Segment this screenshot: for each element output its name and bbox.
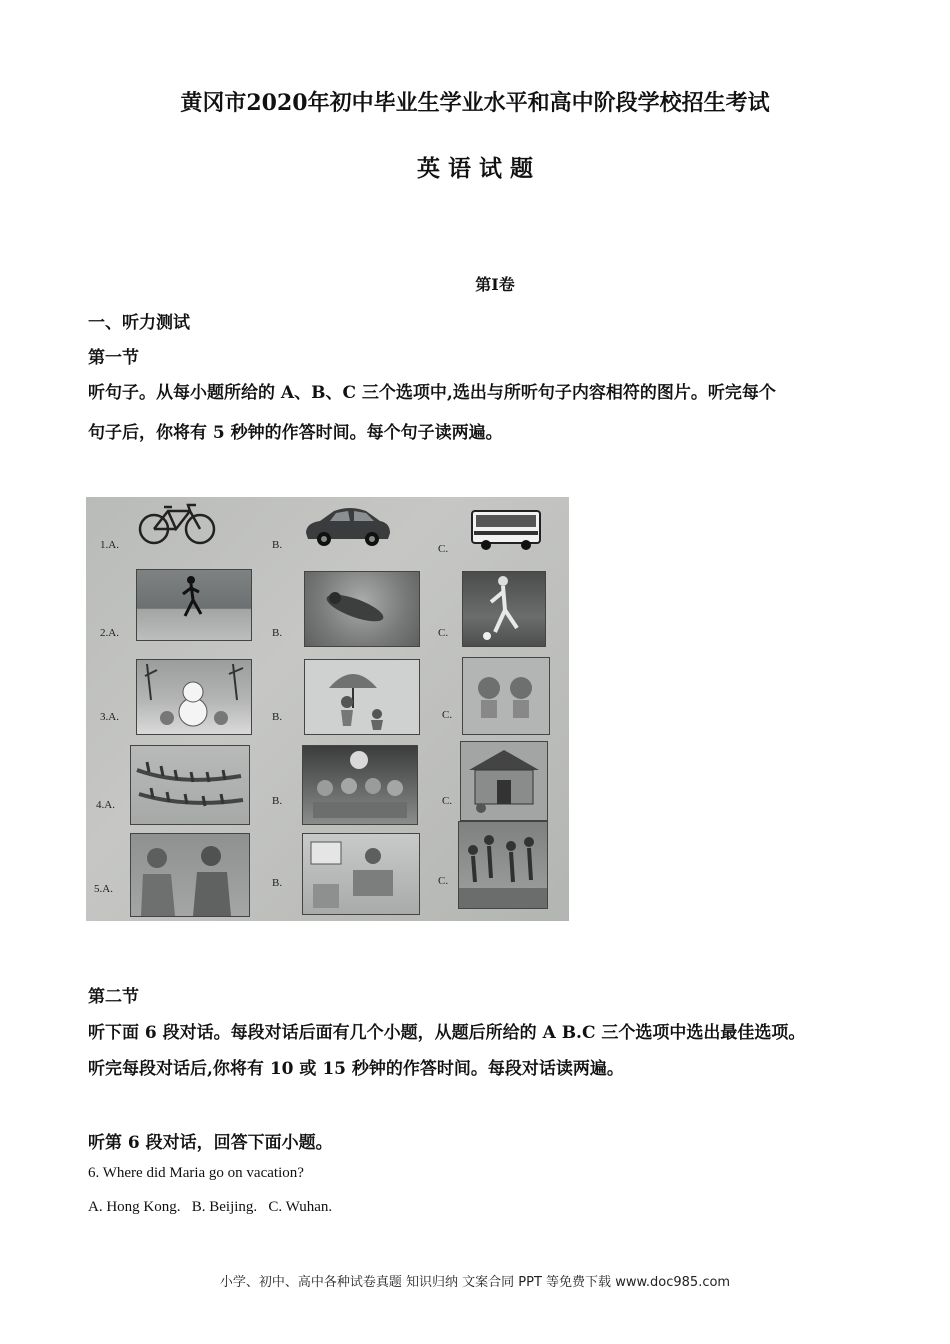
bus-icon bbox=[470, 507, 542, 551]
sunny-kids-photo bbox=[462, 657, 550, 735]
part1-heading: 一、听力测试 bbox=[88, 313, 190, 333]
footer-note: 小学、初中、高中各种试卷真题 知识归纳 文案合同 PPT 等免费下载 www.doc985.com bbox=[219, 1275, 731, 1290]
row-5-b-label: B. bbox=[272, 877, 283, 889]
question-6: 6. Where did Maria go on vacation? bbox=[88, 1165, 304, 1181]
row-5-c-label: C. bbox=[438, 875, 449, 887]
section1-instruction-line1: 听句子。从每小题所给的 A、B、C 三个选项中,选出与所听句子内容相符的图片。听完每个 bbox=[88, 383, 776, 403]
section2-instruction-line2: 听完每段对话后,你将有 10 或 15 秒钟的作答时间。每段对话读两遍。 bbox=[88, 1059, 624, 1079]
section1-instruction-line2: 句子后，你将有 5 秒钟的作答时间。每个句子读两遍。 bbox=[88, 423, 503, 443]
room-photo bbox=[302, 833, 420, 915]
row-4-c-label: C. bbox=[442, 795, 453, 807]
planting-photo bbox=[458, 821, 548, 909]
exam-title: 黄冈市2020年初中毕业生学业水平和高中阶段学校招生考试 bbox=[180, 90, 770, 116]
volume-label: 第I卷 bbox=[475, 275, 515, 294]
row-3-label: 3.A. bbox=[100, 711, 119, 723]
row-4-b-label: B. bbox=[272, 795, 283, 807]
question-6-options: A. Hong Kong. B. Beijing. C. Wuhan. bbox=[88, 1199, 333, 1215]
listening-picture-sheet bbox=[86, 497, 569, 921]
section2-heading: 第二节 bbox=[88, 987, 139, 1007]
house-photo bbox=[460, 741, 548, 821]
row-1-label: 1.A. bbox=[100, 539, 119, 551]
row-2-label: 2.A. bbox=[100, 627, 119, 639]
dialogue6-heading: 听第 6 段对话，回答下面小题。 bbox=[88, 1133, 333, 1153]
exam-subtitle: 英 语 试 题 bbox=[416, 155, 534, 182]
dragon-boat-photo bbox=[130, 745, 250, 825]
row-1-b-label: B. bbox=[272, 539, 283, 551]
car-icon bbox=[300, 503, 394, 547]
row-5-label: 5.A. bbox=[94, 883, 113, 895]
row-4-label: 4.A. bbox=[96, 799, 115, 811]
section1-heading: 第一节 bbox=[88, 348, 139, 368]
snowman-photo bbox=[136, 659, 252, 735]
football-photo bbox=[462, 571, 546, 647]
bicycle-icon bbox=[138, 501, 216, 547]
row-2-b-label: B. bbox=[272, 627, 283, 639]
swimming-photo bbox=[304, 571, 420, 647]
family-dinner-photo bbox=[302, 745, 418, 825]
section2-instruction-line1: 听下面 6 段对话。每段对话后面有几个小题，从题后所给的 A B.C 三个选项中选出最佳选项。 bbox=[88, 1023, 806, 1043]
umbrella-photo bbox=[304, 659, 420, 735]
row-3-c-label: C. bbox=[442, 709, 453, 721]
row-2-c-label: C. bbox=[438, 627, 449, 639]
row-3-b-label: B. bbox=[272, 711, 283, 723]
running-photo bbox=[136, 569, 252, 641]
people-photo bbox=[130, 833, 250, 917]
row-1-c-label: C. bbox=[438, 543, 449, 555]
